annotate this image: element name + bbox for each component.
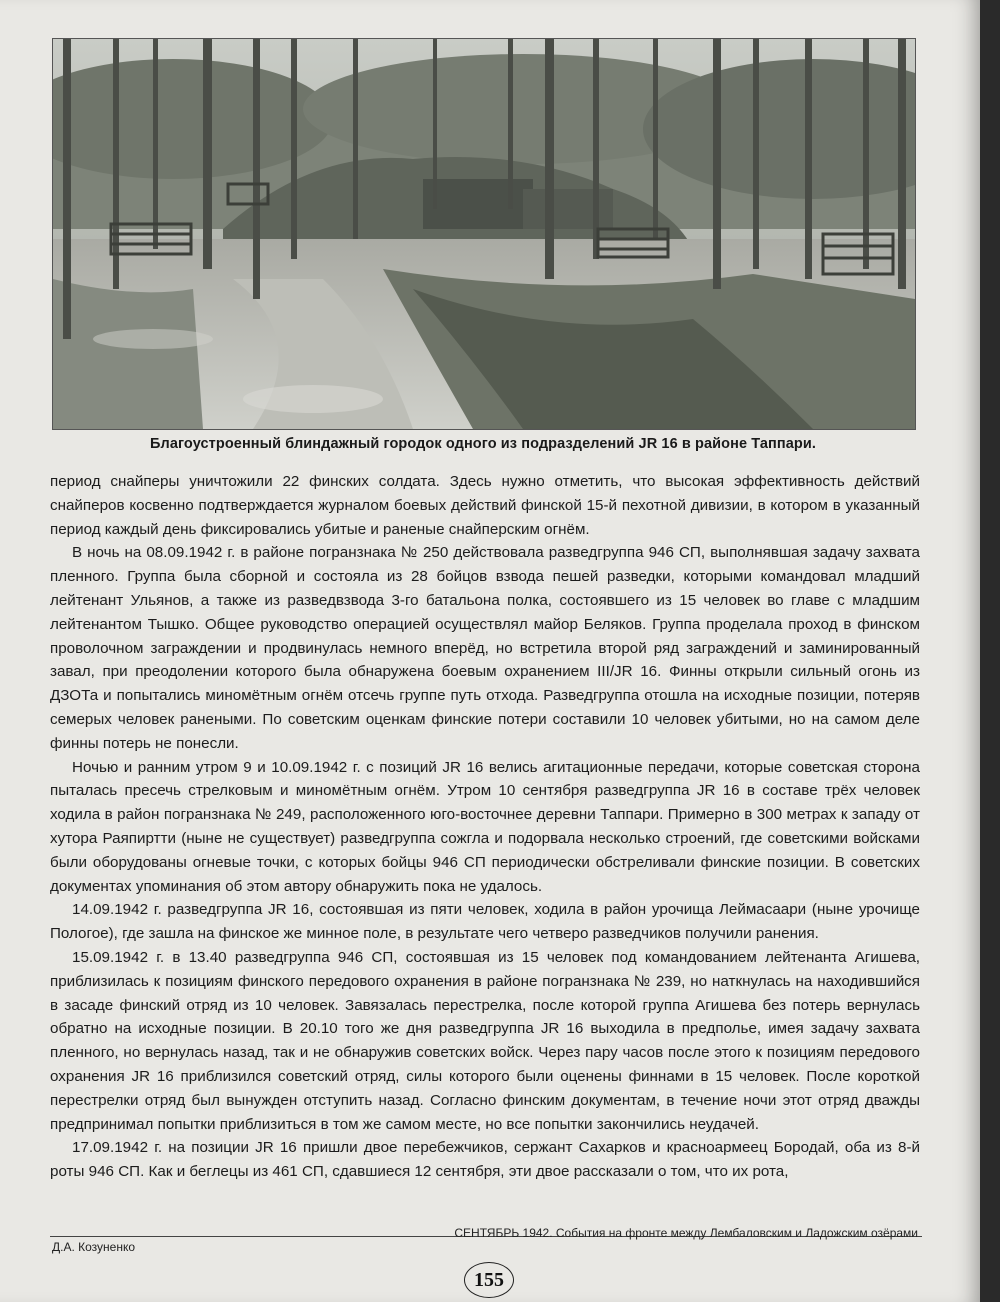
paragraph: 14.09.1942 г. разведгруппа JR 16, состоявшая из пяти человек, ходила в район урочища Леймасаари (ныне урочище Пологое), где зашла на финское же минное поле, в результате чего четверо разведчиков получили ранения. xyxy=(50,901,920,943)
paragraph: 17.09.1942 г. на позиции JR 16 пришли двое перебежчиков, сержант Сахарков и красноармеец Бородай, оба из 8-й роты 946 СП. Как и беглецы из 461 СП, сдавшиеся 12 сентября, эти двое рассказали о том, что их рота, xyxy=(50,1139,920,1181)
paragraph: В ночь на 08.09.1942 г. в районе погранзнака № 250 действовала разведгруппа 946 СП, выполнявшая задачу захвата пленного. Группа была сборной и состояла из 28 бойцов взвода пешей разведки, которыми командовал младший лейтенант Ульянов, а также из разведвзвода 3-го батальона полка, состоявшего из 15 человек во главе с младшим лейтенантом Тышко. Общее руководство операцией осуществлял майор Беляков. Группа проделала проход в финском проволочном заграждении и продвинулась немного вперёд, но встретила второй ряд заграждений и заминированный завал, при преодолении которого была обнаружена боевым охранением III/JR 16. Финны открыли сильный огонь из ДЗОТа и попытались миномётным огнём отсечь группе путь отхода. Разведгруппа отошла на исходные позиции, потеряв семерых человек ранеными. По советским оценкам финские потери составили 10 человек убитыми, но на самом деле финны потерь не понесли. xyxy=(50,544,920,752)
paragraph: Ночью и ранним утром 9 и 10.09.1942 г. с позиций JR 16 велись агитационные передачи, которые советская сторона пыталась пресечь стрелковым и миномётным огнём. Утром 10 сентября разведгруппа JR 16 в составе трёх человек ходила в район погранзнака № 249, расположенного юго-восточнее деревни Таппари. Примерно в 300 метрах к западу от хутора Раяпиртти (ныне не существует) разведгруппа сожгла и подорвала несколько строений, где советскими войсками были оборудованы огневые точки, с которых бойцы 946 СП периодически обстреливали финские позиции. В советских документах упоминания об этом автору обнаружить пока не удалось. xyxy=(50,758,920,895)
page-number: 155 xyxy=(464,1262,514,1298)
photo-caption: Благоустроенный блиндажный городок одного из подразделений JR 16 в районе Таппари. xyxy=(149,436,816,452)
forest-dugout-photo xyxy=(52,38,916,430)
paragraph: период снайперы уничтожили 22 финских солдата. Здесь нужно отметить, что высокая эффективность действий снайперов косвенно подтверждается журналом боевых действий финской 15-й пехотной дивизии, в котором в указанный период каждый день фиксировались убитые и раненые снайперским огнём. xyxy=(50,473,920,538)
footer-running-title: СЕНТЯБРЬ 1942. События на фронте между Лембаловским и Ладожским озёрами xyxy=(454,1226,918,1240)
paragraph: 15.09.1942 г. в 13.40 разведгруппа 946 СП, состоявшая из 15 человек под командованием лейтенанта Агишева, приблизилась к позициям финского передового охранения в районе погранзнака № 239, но наткнулась на находившийся в засаде финский отряд из 10 человек. Завязалась перестрелка, после которой группа Агишева без потерь вернулась обратно на исходные позиции. В 20.10 того же дня разведгруппа JR 16 выходила в предполье, имея задачу захвата пленного, но вернулась назад, так и не обнаружив советских войск. Через пару часов после этого к позициям передового охранения JR 16 приблизился советский отряд, силы которого были оценены финнами в 15 человек. После короткой перестрелки отряд был вынужден отступить назад. Согласно финским документам, в течение ночи этот отряд дважды предпринимал попытки приблизиться в том же самом месте, но все попытки закончились неудачей. xyxy=(50,948,920,1133)
article-body xyxy=(50,470,920,1184)
footer-author: Д.А. Козуненко xyxy=(52,1240,136,1254)
